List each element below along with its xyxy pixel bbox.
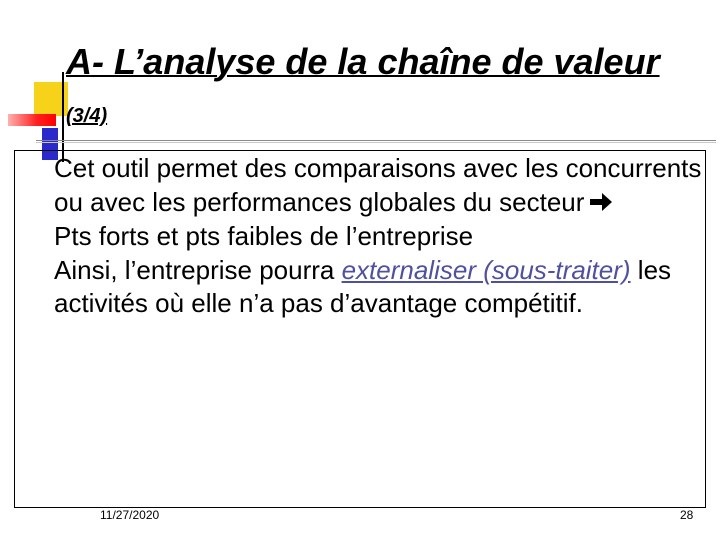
paragraph-outsourcing: Ainsi, l’entreprise pourra externaliser (sous-traiter) les activités où elle n’a pas d’avantage compétitif. bbox=[54, 254, 672, 319]
title-divider-shadow bbox=[36, 142, 716, 143]
footer-page-number: 28 bbox=[680, 508, 694, 522]
title-suffix: (3/4) bbox=[66, 105, 108, 127]
logo-red-bar bbox=[8, 114, 56, 126]
right-arrow-icon bbox=[590, 187, 612, 221]
externaliser-link[interactable]: externaliser (sous-traiter) bbox=[341, 254, 631, 285]
slide-title bbox=[66, 38, 686, 140]
title-divider bbox=[36, 140, 716, 141]
title-main: A- L’analyse de la chaîne de valeur bbox=[66, 41, 660, 82]
slide-body bbox=[54, 152, 708, 321]
footer-date: 11/27/2020 bbox=[100, 508, 160, 522]
paragraph-strengths: Pts forts et pts faibles de l’entreprise bbox=[54, 221, 474, 252]
paragraph-comparisons: Cet outil permet des comparaisons avec les concurrents ou avec les performances globales du secteur bbox=[54, 152, 708, 220]
title-vertical-rule bbox=[62, 72, 64, 162]
